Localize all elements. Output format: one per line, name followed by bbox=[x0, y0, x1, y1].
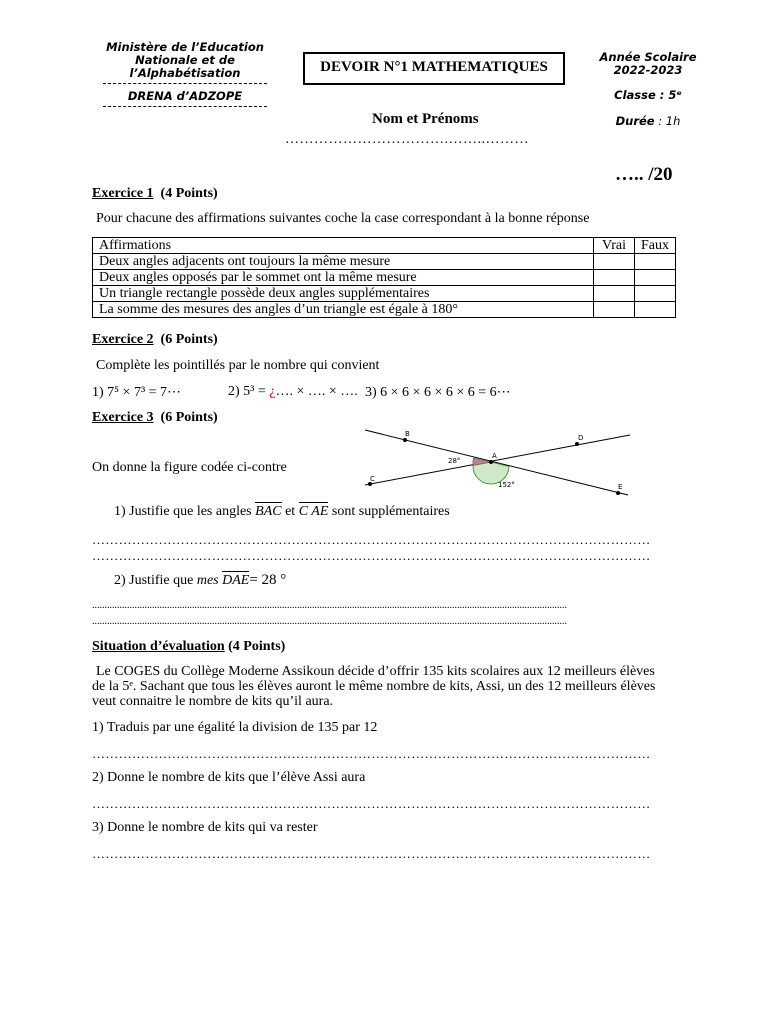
answer-line[interactable]: ……………………………………………………………………………………………………………… bbox=[92, 746, 651, 761]
duration-value: : 1h bbox=[658, 114, 681, 128]
situation-q2: 2) Donne le nombre de kits que l’élève Assi aura bbox=[92, 770, 366, 785]
table-header: Vrai bbox=[594, 238, 635, 254]
exam-info bbox=[598, 51, 698, 128]
situation-text bbox=[92, 664, 682, 709]
exercise3-q1 bbox=[114, 504, 450, 520]
faux-checkbox[interactable] bbox=[635, 286, 676, 302]
table-row bbox=[93, 270, 676, 286]
point-b bbox=[403, 438, 407, 442]
affirmation-text: Deux angles opposés par le sommet ont la même mesure bbox=[93, 270, 594, 286]
exam-title: DEVOIR N°1 MATHEMATIQUES bbox=[303, 52, 565, 85]
faux-checkbox[interactable] bbox=[635, 270, 676, 286]
divider bbox=[103, 106, 267, 107]
item2-rest: …. × …. × …. bbox=[275, 384, 358, 399]
year-label: Année Scolaire bbox=[599, 50, 697, 64]
class-label: Classe : 5ᵉ bbox=[614, 88, 682, 102]
exercise2-points: (6 Points) bbox=[160, 332, 218, 347]
exercise1-label: Exercice 1 bbox=[92, 186, 154, 201]
angle-cae: C AE bbox=[298, 504, 329, 519]
answer-line[interactable]: ……………………………………………………………………………………………………………… bbox=[92, 532, 651, 547]
exercise1-instruction: Pour chacune des affirmations suivantes coche la case correspondant à la bonne réponse bbox=[96, 211, 590, 226]
answer-line[interactable]: .............................................................................................................................................................................................. bbox=[92, 600, 567, 611]
table-header: Affirmations bbox=[93, 238, 594, 254]
vrai-checkbox[interactable] bbox=[594, 254, 635, 270]
label-e: E bbox=[618, 483, 623, 491]
name-field[interactable]: …………………………….……..……… bbox=[285, 132, 529, 147]
vrai-checkbox[interactable] bbox=[594, 302, 635, 318]
exercise1-points: (4 Points) bbox=[160, 186, 218, 201]
ministry-line: Nationale et de bbox=[135, 53, 235, 67]
exercise3-intro: On donne la figure codée ci-contre bbox=[92, 460, 287, 475]
q2-prefix: 2) Justifie que bbox=[114, 573, 194, 588]
exercise2-item2[interactable] bbox=[228, 384, 358, 400]
label-28: 28° bbox=[448, 457, 461, 465]
q2-mes: mes bbox=[196, 573, 219, 588]
label-152: 152° bbox=[498, 481, 515, 489]
angle-figure bbox=[360, 425, 635, 503]
angle-dae: DAE bbox=[222, 573, 250, 588]
q1-suffix: sont supplémentaires bbox=[331, 504, 450, 519]
vrai-checkbox[interactable] bbox=[594, 270, 635, 286]
exercise3-points: (6 Points) bbox=[160, 410, 218, 425]
situation-line: Le COGES du Collège Moderne Assikoun décide d’offrir 135 kits scolaires aux 12 meilleurs élèves bbox=[96, 664, 655, 679]
ministry-line: Ministère de l’Education bbox=[106, 40, 264, 54]
faux-checkbox[interactable] bbox=[635, 254, 676, 270]
ministry-line: l’Alphabétisation bbox=[129, 66, 241, 80]
label-c: C bbox=[370, 475, 375, 483]
school-year: 2022-2023 bbox=[613, 63, 683, 77]
answer-line[interactable]: .............................................................................................................................................................................................. bbox=[92, 616, 567, 627]
situation-q3: 3) Donne le nombre de kits qui va rester bbox=[92, 820, 318, 835]
exercise3-title bbox=[92, 410, 218, 426]
exercise3-label: Exercice 3 bbox=[92, 410, 154, 425]
score-field[interactable]: ….. /20 bbox=[615, 164, 673, 185]
table-header: Faux bbox=[635, 238, 676, 254]
angle-bac: BAC bbox=[255, 504, 282, 519]
table-row bbox=[93, 302, 676, 318]
label-b: B bbox=[405, 430, 410, 438]
q1-mid: et bbox=[285, 504, 296, 519]
affirmation-text: Deux angles adjacents ont toujours la même mesure bbox=[93, 254, 594, 270]
answer-line[interactable]: ……………………………………………………………………………………………………………… bbox=[92, 796, 651, 811]
exercise3-q2 bbox=[114, 572, 286, 589]
vrai-checkbox[interactable] bbox=[594, 286, 635, 302]
faux-checkbox[interactable] bbox=[635, 302, 676, 318]
label-d: D bbox=[578, 434, 584, 442]
exercise2-label: Exercice 2 bbox=[92, 332, 154, 347]
affirmation-text: La somme des mesures des angles d’un triangle est égale à 180° bbox=[93, 302, 594, 318]
situation-line: de la 5ᵉ. Sachant que tous les élèves auront le même nombre de kits, Assi, un des 12 meilleurs élèves bbox=[92, 679, 656, 694]
situation-points: (4 Points) bbox=[228, 639, 286, 654]
label-a: A bbox=[492, 452, 497, 460]
q2-value: = 28 ° bbox=[249, 572, 287, 588]
ministry-block bbox=[95, 41, 275, 110]
exercise2-item3[interactable]: 3) 6 × 6 × 6 × 6 × 6 = 6⋯ bbox=[365, 385, 511, 400]
item2-red-mark: ¿ bbox=[269, 384, 276, 399]
answer-line[interactable]: ……………………………………………………………………………………………………………… bbox=[92, 548, 651, 563]
affirmations-table bbox=[92, 237, 676, 318]
table-header-row bbox=[93, 238, 676, 254]
point-d bbox=[575, 442, 579, 446]
exercise1-title bbox=[92, 186, 218, 202]
situation-q1: 1) Traduis par une égalité la division de 135 par 12 bbox=[92, 720, 378, 735]
table-row bbox=[93, 286, 676, 302]
table-row bbox=[93, 254, 676, 270]
situation-line: veut connaitre le nombre de kits qu’il aura. bbox=[92, 694, 334, 709]
duration-label: Durée bbox=[615, 114, 655, 128]
situation-title bbox=[92, 639, 285, 655]
drena-label: DRENA d’ADZOPE bbox=[127, 89, 243, 103]
point-a bbox=[489, 460, 493, 464]
exercise2-instruction: Complète les pointillés par le nombre qui convient bbox=[96, 358, 380, 373]
situation-label: Situation d’évaluation bbox=[92, 639, 225, 654]
q1-prefix: 1) Justifie que les angles bbox=[114, 504, 252, 519]
answer-line[interactable]: ……………………………………………………………………………………………………………… bbox=[92, 846, 651, 861]
point-e bbox=[616, 491, 620, 495]
exercise2-title bbox=[92, 332, 218, 348]
item2-prefix: 2) 5³ = bbox=[228, 384, 270, 399]
name-label: Nom et Prénoms bbox=[372, 111, 479, 127]
exercise2-item1[interactable]: 1) 7⁵ × 7³ = 7⋯ bbox=[92, 385, 182, 400]
affirmation-text: Un triangle rectangle possède deux angles supplémentaires bbox=[93, 286, 594, 302]
divider bbox=[103, 83, 267, 84]
duration bbox=[598, 115, 698, 128]
